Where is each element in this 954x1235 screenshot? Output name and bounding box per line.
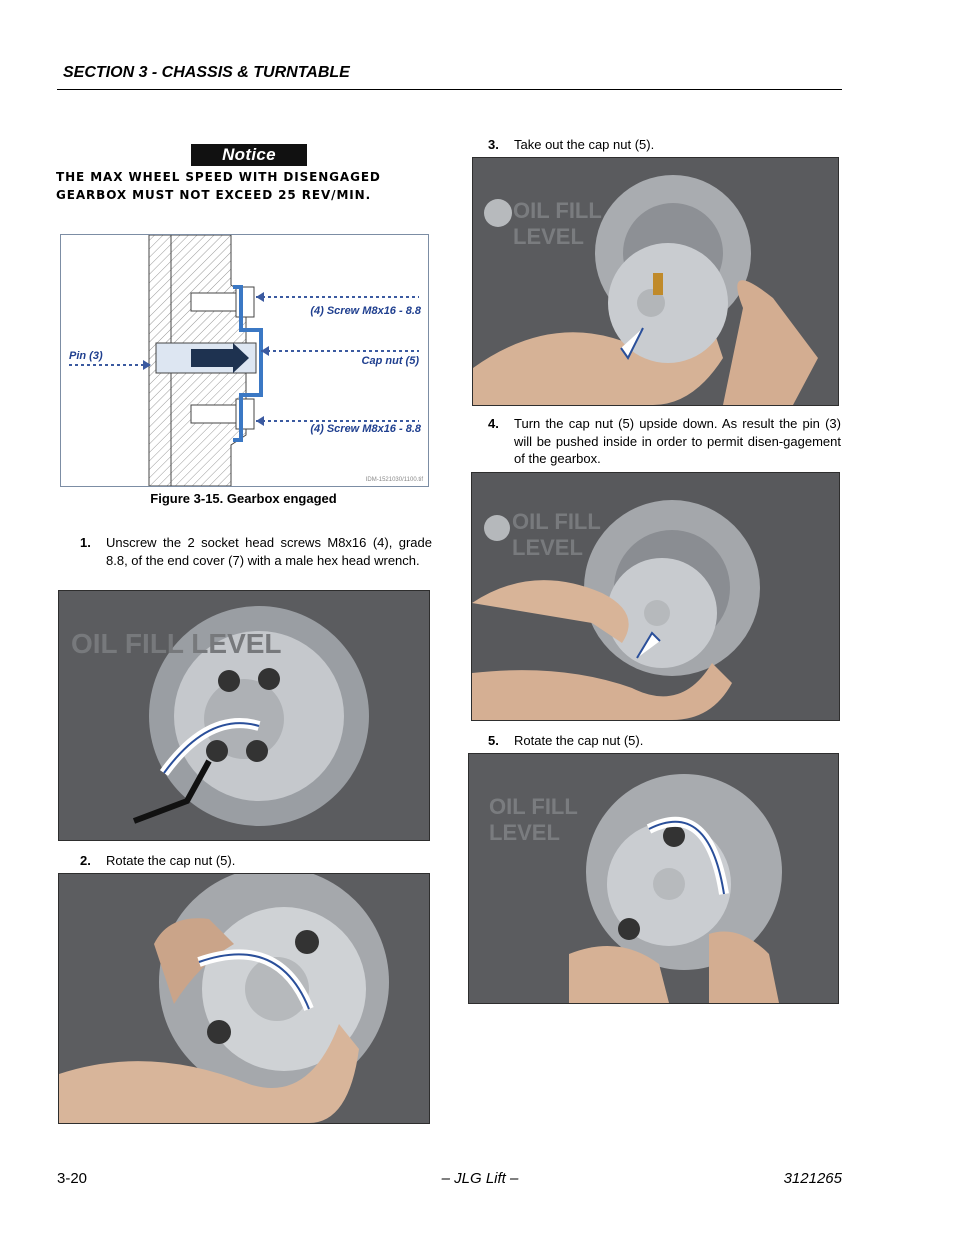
photo-step-4 xyxy=(471,472,840,721)
drawing-id: IDM-1521030/1100.tif xyxy=(365,477,423,483)
gearbox-section-drawing xyxy=(61,235,428,486)
svg-text:LEVEL: LEVEL xyxy=(512,535,583,560)
step-3-text: Take out the cap nut (5). xyxy=(514,137,655,152)
step-4-number: 4. xyxy=(488,416,499,431)
step-2-text: Rotate the cap nut (5). xyxy=(106,853,236,868)
photo-step-1 xyxy=(58,590,430,841)
photo-step-2 xyxy=(58,873,430,1124)
label-pin: Pin (3) xyxy=(69,350,103,362)
step-2-number: 2. xyxy=(80,853,91,868)
label-cap-nut: Cap nut (5) xyxy=(361,355,419,367)
footer-publisher: – JLG Lift – xyxy=(441,1170,519,1187)
step-5-text: Rotate the cap nut (5). xyxy=(514,733,644,748)
svg-text:OIL FILL: OIL FILL xyxy=(512,509,601,534)
section-title: SECTION 3 - CHASSIS & TURNTABLE xyxy=(63,64,350,81)
gearbox-diagram xyxy=(60,234,429,487)
svg-text:LEVEL: LEVEL xyxy=(513,224,584,249)
header-rule xyxy=(57,89,842,90)
notice-text: THE MAX WHEEL SPEED WITH DISENGAGED GEARBOX MUST NOT EXCEED 25 REV/MIN. xyxy=(56,170,381,202)
svg-text:OIL FILL: OIL FILL xyxy=(513,198,602,223)
svg-text:LEVEL: LEVEL xyxy=(489,820,560,845)
label-screw-bottom: (4) Screw M8x16 - 8.8 xyxy=(310,423,421,435)
label-screw-top: (4) Screw M8x16 - 8.8 xyxy=(310,305,421,317)
step-1-text: Unscrew the 2 socket head screws M8x16 (4), grade 8.8, of the end cover (7) with a male hex head wrench. xyxy=(106,535,432,568)
step-1-number: 1. xyxy=(80,535,91,550)
step-5-number: 5. xyxy=(488,733,499,748)
step-4-text: Turn the cap nut (5) upside down. As result the pin (3) will be pushed inside in order to permit disen-gagement of the gearbox. xyxy=(514,416,841,466)
photo-step-5 xyxy=(468,753,839,1004)
casting-text: OIL FILL LEVEL xyxy=(71,628,282,659)
page-number: 3-20 xyxy=(57,1170,88,1187)
figure-caption: Figure 3-15. Gearbox engaged xyxy=(150,491,337,506)
notice-badge: Notice xyxy=(191,144,307,166)
svg-text:OIL FILL: OIL FILL xyxy=(489,794,578,819)
document-number: 3121265 xyxy=(783,1170,842,1187)
step-3-number: 3. xyxy=(488,137,499,152)
photo-step-3 xyxy=(472,157,839,406)
